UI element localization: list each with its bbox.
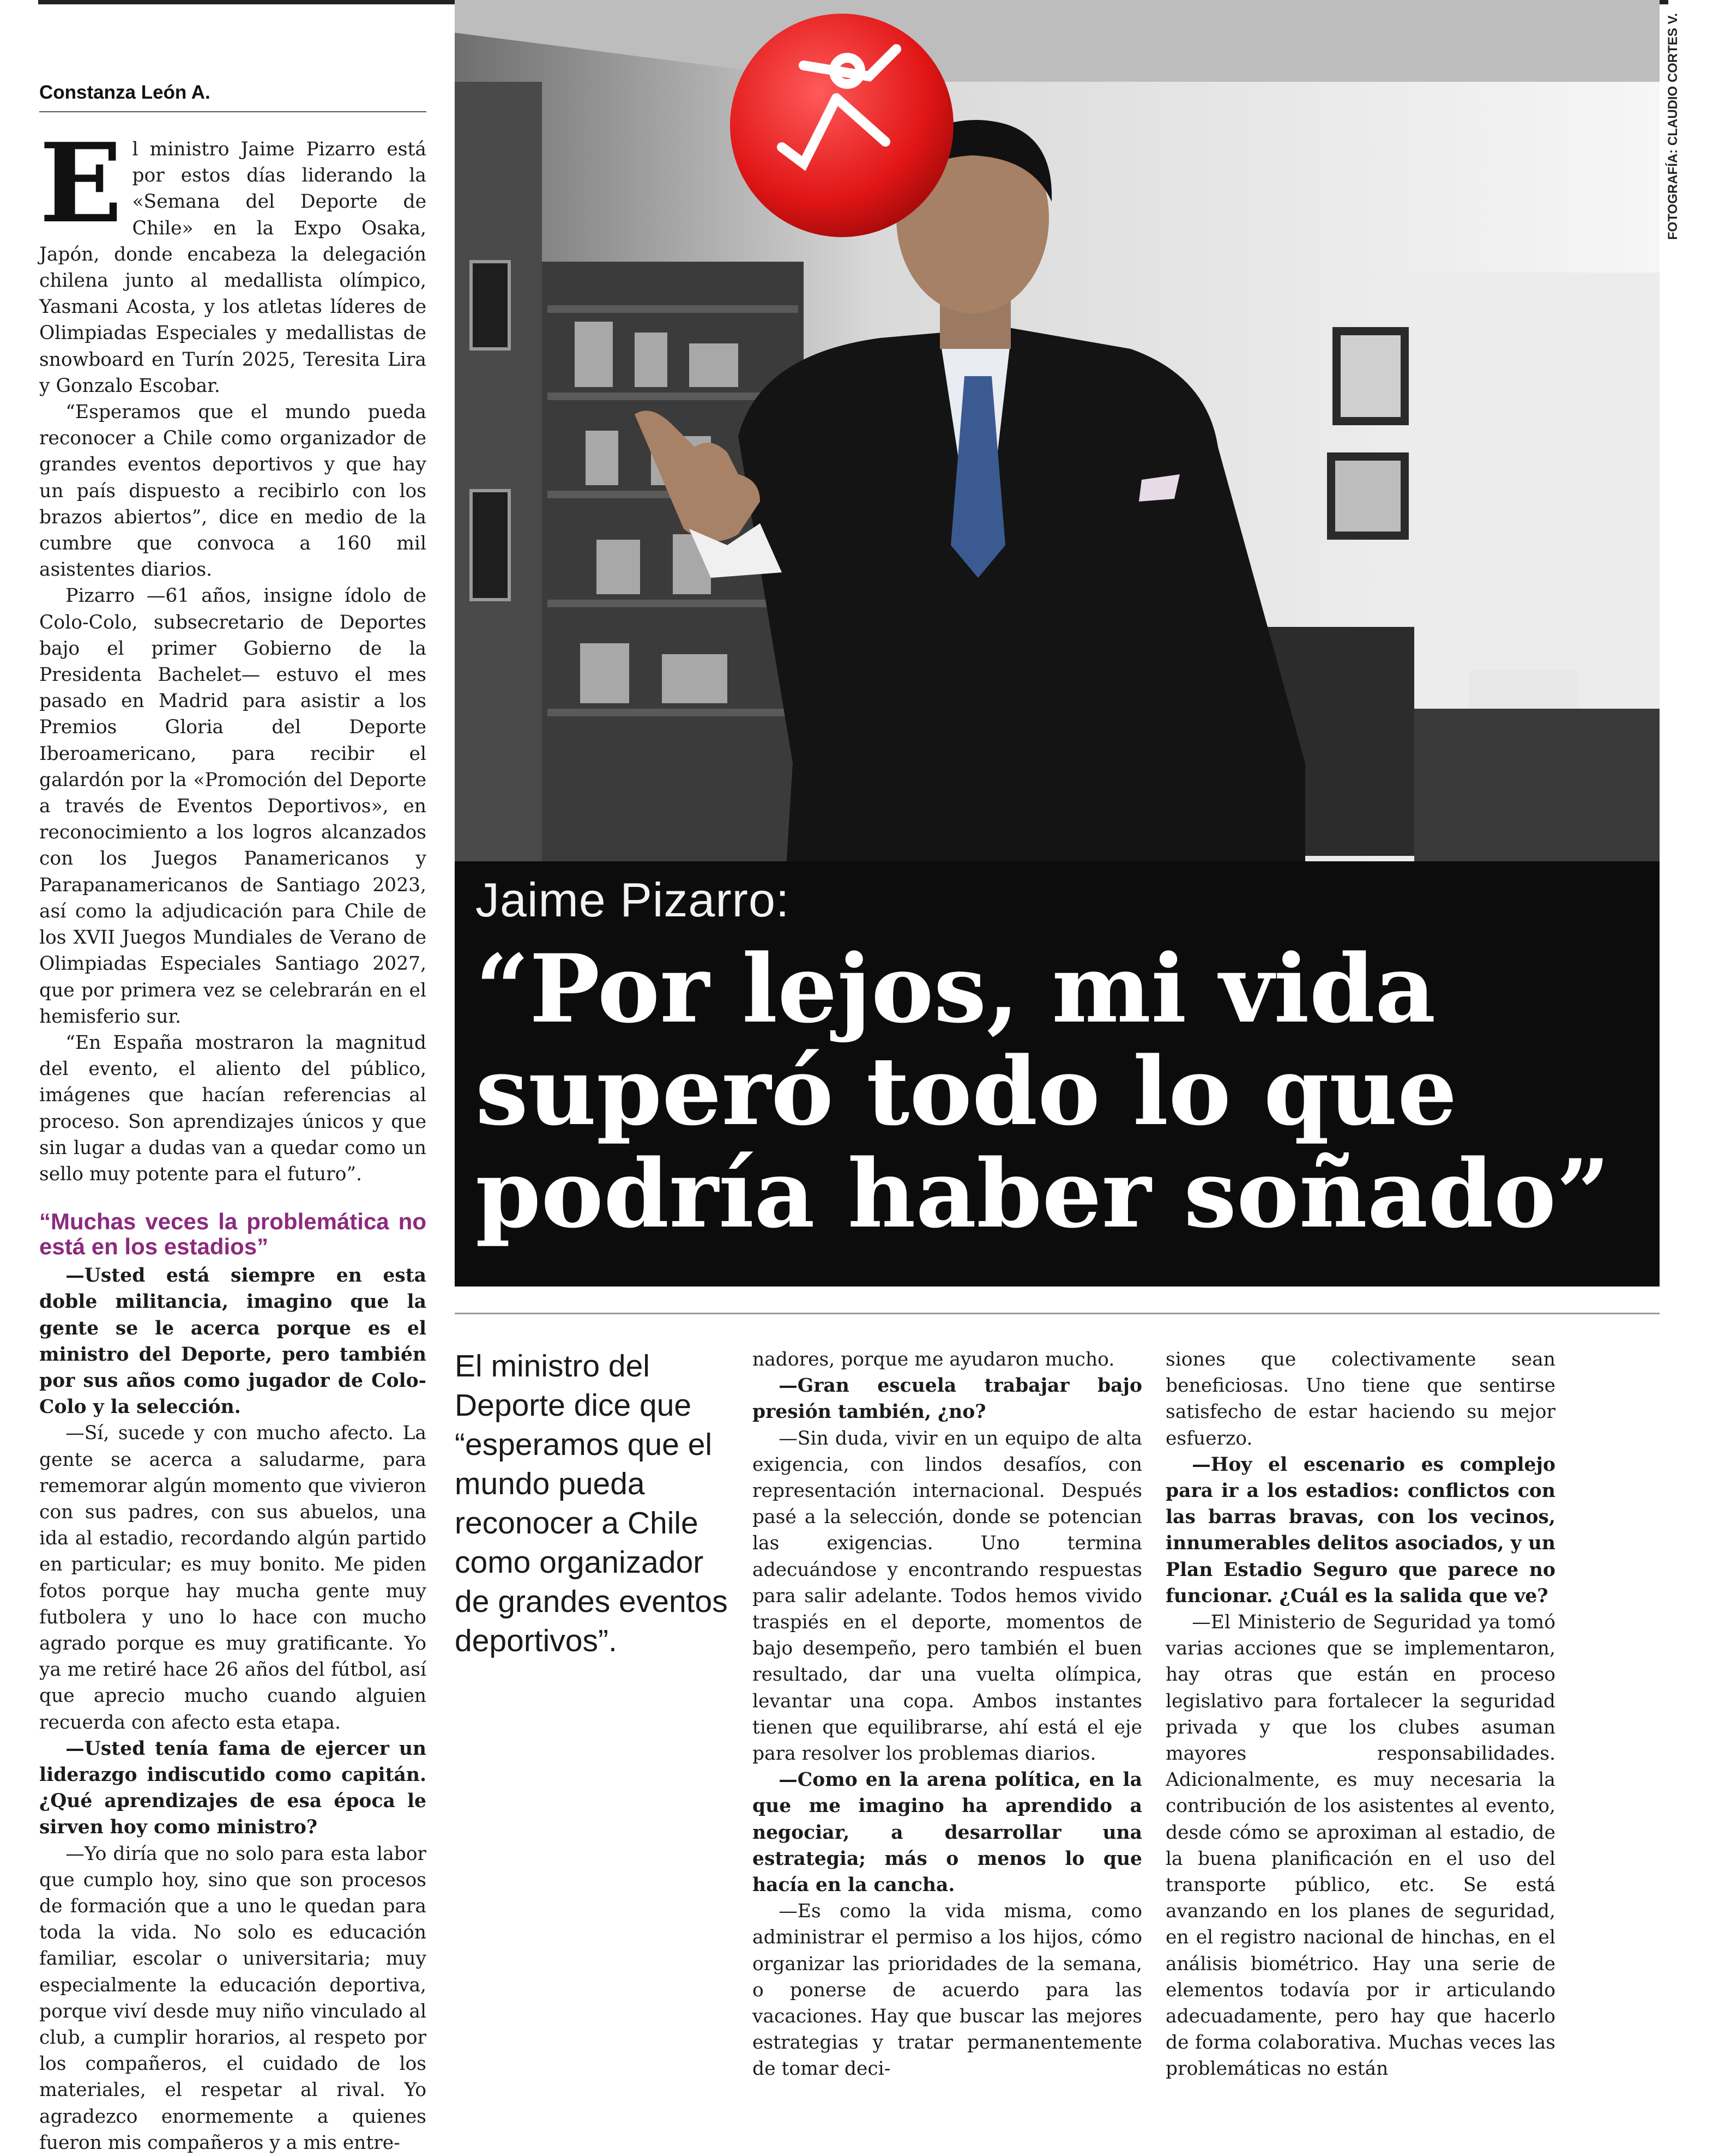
article-column-3	[1166, 1346, 1555, 2082]
interview-answer: —El Ministerio de Seguridad ya tomó varias acciones que se implementaron, hay otras que están en proceso legislativo para fortalecer la seguridad privada y que los clubes asuman mayores responsabilidades. Adicionalmente, es muy necesaria la contribución de los asistentes al evento, desde cómo se aproximan al estadio, de la buena planificación en el uso del transporte público, etc. Se está avanzando en los planes de seguridad, en el registro nacional de hinchas, en el análisis biométrico. Hay una serie de elementos todavía por ir articulando adecuadamente, pero hay que hacerlo de forma colaborativa. Muchas veces las problemáticas no están	[1166, 1611, 1555, 2080]
interview-question: —Hoy el escenario es complejo para ir a los estadios: conflictos con las barras bravas, con los vecinos, innumerables delitos asociados, y un Plan Estadio Seguro que parece no funcionar. ¿Cuál es la salida que ve?	[1166, 1453, 1555, 1607]
paragraph: “En España mostraron la magnitud del evento, el aliento del público, imágenes que hacían referencias al proceso. Son aprendizajes únicos y que sin lugar a dudas van a quedar como un sello muy potente para el futuro”.	[39, 1031, 426, 1185]
interview-question: —Gran escuela trabajar bajo presión también, ¿no?	[752, 1375, 1142, 1423]
headline-line: podría haber soñado”	[475, 1138, 1611, 1249]
byline: Constanza León A.	[39, 82, 426, 112]
paragraph: siones que colectivamente sean beneficiosas. Uno tiene que sentirse satisfecho de estar haciendo su mejor esfuerzo.	[1166, 1349, 1555, 1450]
photo-credit: FOTOGRAFÍA: CLAUDIO CORTES V.	[1666, 13, 1680, 240]
headline-line: “Por lejos, mi vida	[475, 933, 1436, 1044]
headline-kicker: Jaime Pizarro:	[475, 873, 790, 927]
article-column-2	[752, 1346, 1142, 2082]
interview-answer: —Sí, sucede y con mucho afecto. La gente se acerca a saludarme, para rememorar algún momento que vivieron con sus padres, con sus abuelos, una ida al estadio, recordando algún partido en particular; es muy bonito. Me piden fotos porque hay mucha gente muy futbolera y uno lo hace con mucho agrado porque es muy gratificante. Yo ya me retiré hace 26 años del fútbol, así que aprecio mucho cuando alguien recuerda con afecto esta etapa.	[39, 1422, 426, 1734]
article-column-1	[39, 119, 426, 2156]
section-subhead: “Muchas veces la problemática no está en los estadios”	[39, 1209, 426, 1260]
paragraph: nadores, porque me ayudaron mucho.	[752, 1349, 1115, 1370]
paragraph: “Esperamos que el mundo pueda reconocer a Chile como organizador de grandes eventos deportivos y que hay un país dispuesto a recibirlo con los brazos abiertos”, dice en medio de la cumbre que convoca a 160 mil asistentes diarios.	[39, 401, 426, 581]
headline	[475, 933, 1648, 1249]
interview-answer: —Yo diría que no solo para esta labor que cumplo hoy, sino que son procesos de formación que a uno le quedan para toda la vida. No solo es educación familiar, escolar o universitaria; muy especialmente la educación deportiva, porque viví desde muy niño vinculado al club, a cumplir horarios, al respeto por los compañeros, el cuidado de los materiales, el respetar al rival. Yo agradezco enormemente a quienes fueron mis compañeros y a mis entre-	[39, 1843, 426, 2154]
interview-question: —Como en la arena política, en la que me imagino ha aprendido a negociar, a desarrollar una estrategia; más o menos lo que hacía en la cancha.	[752, 1769, 1142, 1897]
paragraph: Pizarro —61 años, insigne ídolo de Colo-Colo, subsecretario de Deportes bajo el primer Gobierno de la Presidenta Bachelet— estuvo el mes pasado en Madrid para asistir a los Premios Gloria del Deporte Iberoamericano, para recibir el galardón por la «Promoción del Deporte a través de Eventos Deportivos», en reconocimiento a los logros alcanzados con los Juegos Panamericanos y Parapanamericanos de Santiago 2023, así como la adjudicación para Chile de los XVII Juegos Mundiales de Verano de Olimpiadas Especiales Santiago 2027, que por primera vez se celebrarán en el hemisferio sur.	[39, 585, 426, 1028]
interview-question: —Usted está siempre en esta doble militancia, imagino que la gente se le acerca porque es el ministro del Deporte, pero también por sus años como jugador de Colo-Colo y la selección.	[39, 1265, 426, 1418]
interview-answer: —Es como la vida misma, como administrar el permiso a los hijos, cómo organizar las prioridades de la semana, o ponerse de acuerdo para las vacaciones. Hay que buscar las mejores estrategias y tratar permanentemente de tomar deci-	[752, 1900, 1142, 2080]
pull-quote: El ministro del Deporte dice que “esperamos que el mundo pueda reconocer a Chile como organizador de grandes eventos deportivos”.	[455, 1349, 728, 1658]
section-rule	[455, 1313, 1660, 1314]
headline-line: superó todo lo que	[475, 1036, 1457, 1146]
interview-question: —Usted tenía fama de ejercer un liderazgo indiscutido como capitán. ¿Qué aprendizajes de esa época le sirven hoy como ministro?	[39, 1737, 426, 1839]
drop-cap: E	[39, 119, 123, 247]
interview-answer: —Sin duda, vivir en un equipo de alta exigencia, con lindos desafíos, con representación internacional. Después pasé a la selección, donde se potencian las exigencias. Uno termina adecuándose y encontrando respuestas para salir adelante. Todos hemos vivido traspiés en el deporte, momentos de bajo desempeño, pero también el buen resultado, dar una vuelta olímpica, levantar una copa. Ambos instantes tienen que equilibrarse, ahí está el eje para resolver los problemas diarios.	[752, 1427, 1142, 1765]
lead-paragraph: El ministro Jaime Pizarro está por estos días liderando la «Semana del Deporte de Chile» en la Expo Osaka, Japón, donde encabeza la delegación chilena junto al medallista olímpico, Yasmani Acosta, y los atletas líderes de Olimpiadas Especiales y medallistas de snowboard en Turín 2025, Teresita Lira y Gonzalo Escobar.	[39, 119, 426, 397]
